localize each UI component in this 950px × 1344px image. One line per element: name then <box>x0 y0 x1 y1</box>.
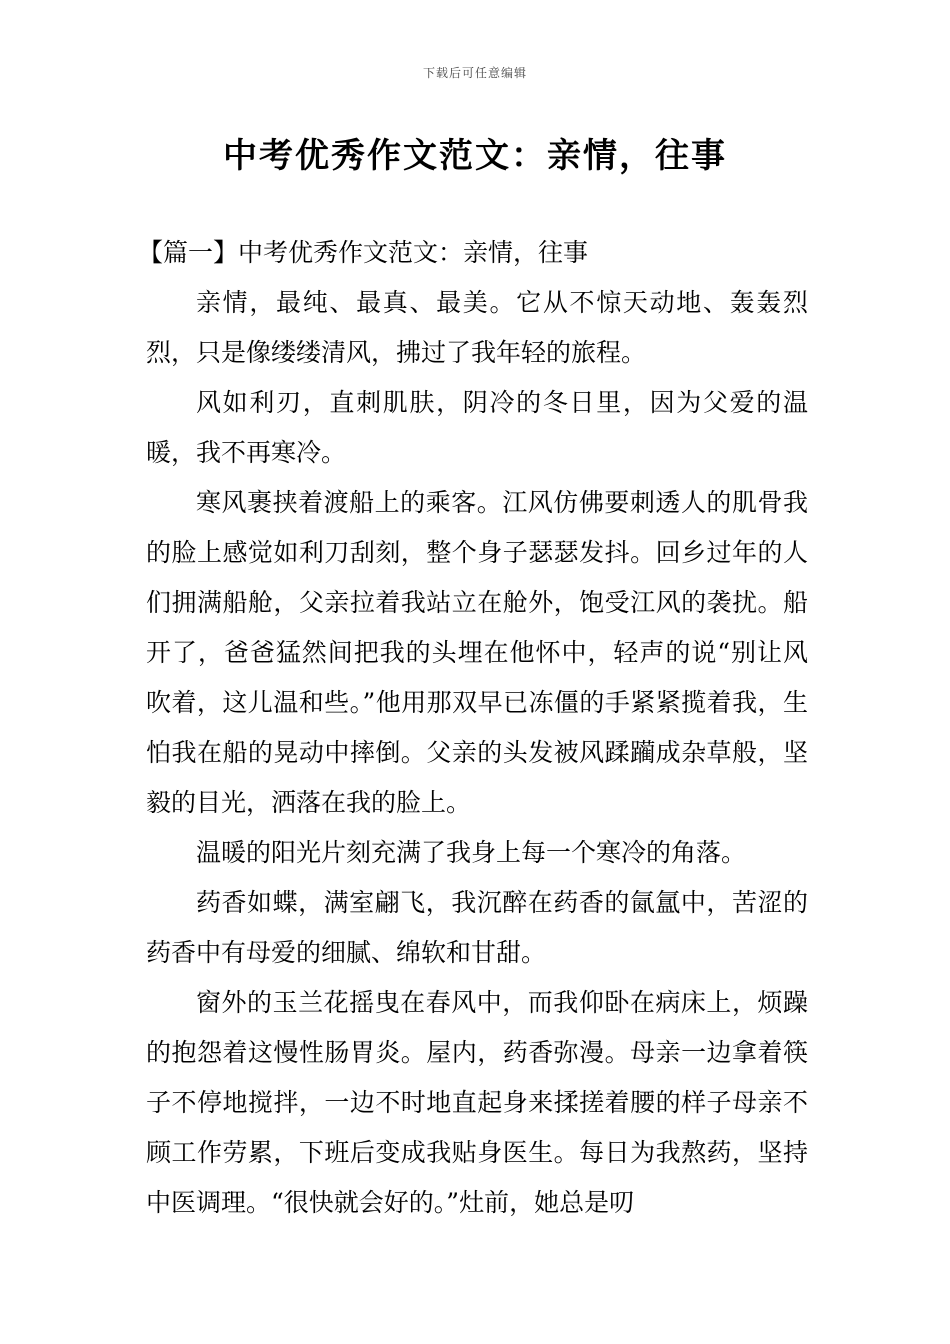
paragraph-6: 窗外的玉兰花摇曳在春风中，而我仰卧在病床上，烦躁的抱怨着这慢性肠胃炎。屋内，药香弥漫。母亲一边拿着筷子不停地搅拌，一边不时地直起身来揉搓着腰的样子母亲不顾工作劳累，下班后变成我贴身医生。每日为我熬药，坚持中医调理。“很快就会好的。”灶前，她总是叨 <box>146 988 808 1217</box>
section-heading: 【篇一】中考优秀作文范文：亲情，往事 <box>138 238 589 267</box>
paragraph-2: 风如利刃，直刺肌肤，阴冷的冬日里，因为父爱的温暖，我不再寒冷。 <box>146 388 808 467</box>
paragraph-1: 亲情，最纯、最真、最美。它从不惊天动地、轰轰烈烈，只是像缕缕清风，拂过了我年轻的旅程。 <box>146 288 808 367</box>
document-title: 中考优秀作文范文：亲情，往事 <box>223 136 727 176</box>
document-body <box>138 228 808 1228</box>
paragraph-5: 药香如蝶，满室翩飞，我沉醉在药香的氤氲中，苦涩的药香中有母爱的细腻、绵软和甘甜。 <box>146 888 808 967</box>
header-note: 下载后可任意编辑 <box>422 66 527 80</box>
paragraph-4: 温暖的阳光片刻充满了我身上每一个寒冷的角落。 <box>196 838 747 867</box>
paragraph-3: 寒风裹挟着渡船上的乘客。江风仿佛要刺透人的肌骨我的脸上感觉如利刀刮刻，整个身子瑟瑟发抖。回乡过年的人们拥满船舱，父亲拉着我站立在舱外，饱受江风的袭扰。船开了，爸爸猛然间把我的头埋在他怀中，轻声的说“别让风吹着，这儿温和些。”他用那双早已冻僵的手紧紧揽着我，生怕我在船的晃动中摔倒。父亲的头发被风蹂躏成杂草般，坚毅的目光，洒落在我的脸上。 <box>146 488 808 817</box>
